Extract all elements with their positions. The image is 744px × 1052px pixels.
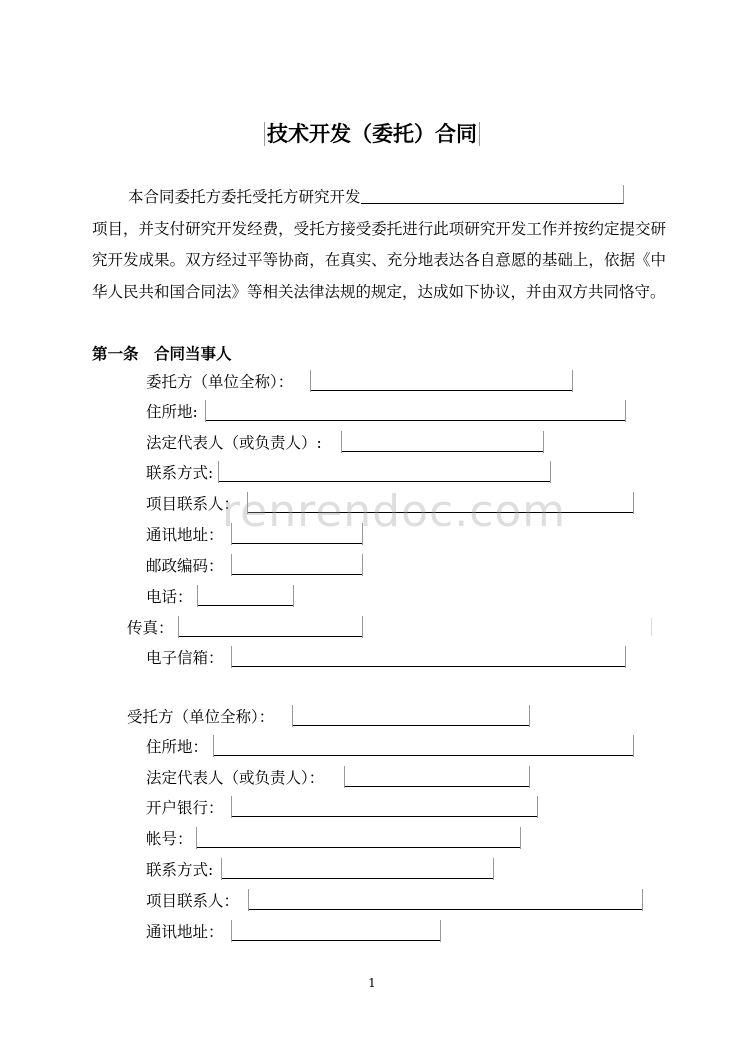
contractor-name-label: 受托方（单位全称）： [127, 708, 275, 726]
contractor-contact-method-label: 联系方式: [146, 861, 214, 879]
contractor-address-label: 住所地： [146, 738, 209, 756]
client-mail-address-label: 通讯地址： [146, 526, 224, 544]
page-number: 1 [368, 976, 376, 990]
client-email-blank[interactable] [231, 646, 625, 667]
contractor-legal-rep-label: 法定代表人（或负责人）： [146, 769, 325, 787]
contractor-contact-method-blank[interactable] [221, 858, 493, 879]
client-phone-label: 电话： [146, 588, 193, 606]
client-fax-blank[interactable] [178, 616, 362, 637]
intro-rest-text: 项目，并支付研究开发经费，受托方接受委托进行此项研究开发工作并按约定提交研究开发成果。双方经过平等协商，在真实、充分地表达各自意愿的基础上，依据《中华人民共和国合同法》等相关法律法规的规定，达成如下协议，并由双方共同恪守。 [92, 219, 666, 301]
section1-heading: 第一条 合同当事人 [92, 345, 232, 363]
contractor-mail-address-blank[interactable] [231, 920, 440, 941]
client-contact-method-blank[interactable] [218, 461, 550, 482]
client-project-contact-label: 项目联系人： [146, 495, 240, 513]
client-contact-method-label: 联系方式: [146, 464, 214, 482]
watermark: renrendoc.com [222, 486, 567, 537]
contractor-account-blank[interactable] [196, 827, 520, 848]
contractor-project-contact-blank[interactable] [248, 889, 642, 910]
client-legal-rep-blank[interactable] [341, 431, 543, 452]
intro-first-line [92, 182, 666, 214]
contractor-bank-blank[interactable] [231, 796, 537, 817]
client-postal-code-label: 邮政编码： [146, 557, 224, 575]
client-name-label: 委托方（单位全称）： [146, 373, 294, 391]
client-postal-code-blank[interactable] [231, 554, 362, 575]
title-text: 技术开发（委托）合同 [264, 122, 480, 146]
client-fax-label: 传真： [127, 619, 174, 637]
contractor-mail-address-label: 通讯地址： [146, 923, 224, 941]
client-phone-blank[interactable] [197, 585, 293, 606]
contractor-project-contact-label: 项目联系人： [146, 892, 240, 910]
client-legal-rep-label: 法定代表人（或负责人）: [146, 434, 322, 452]
client-address-label: 住所地: [146, 403, 198, 421]
page-edge-mark [651, 618, 652, 636]
project-name-blank[interactable] [361, 185, 624, 204]
contractor-legal-rep-blank[interactable] [344, 766, 529, 787]
client-email-label: 电子信箱： [146, 649, 224, 667]
client-name-blank[interactable] [310, 370, 572, 391]
document-title [0, 117, 744, 151]
intro-line1-text: 本合同委托方委托受托方研究开发 [128, 188, 361, 206]
intro-paragraph [92, 182, 666, 308]
contractor-name-blank[interactable] [292, 705, 529, 726]
contractor-account-label: 帐号： [146, 830, 193, 848]
contractor-bank-label: 开户银行： [146, 799, 224, 817]
contractor-address-blank[interactable] [213, 735, 633, 756]
client-address-blank[interactable] [205, 400, 625, 421]
